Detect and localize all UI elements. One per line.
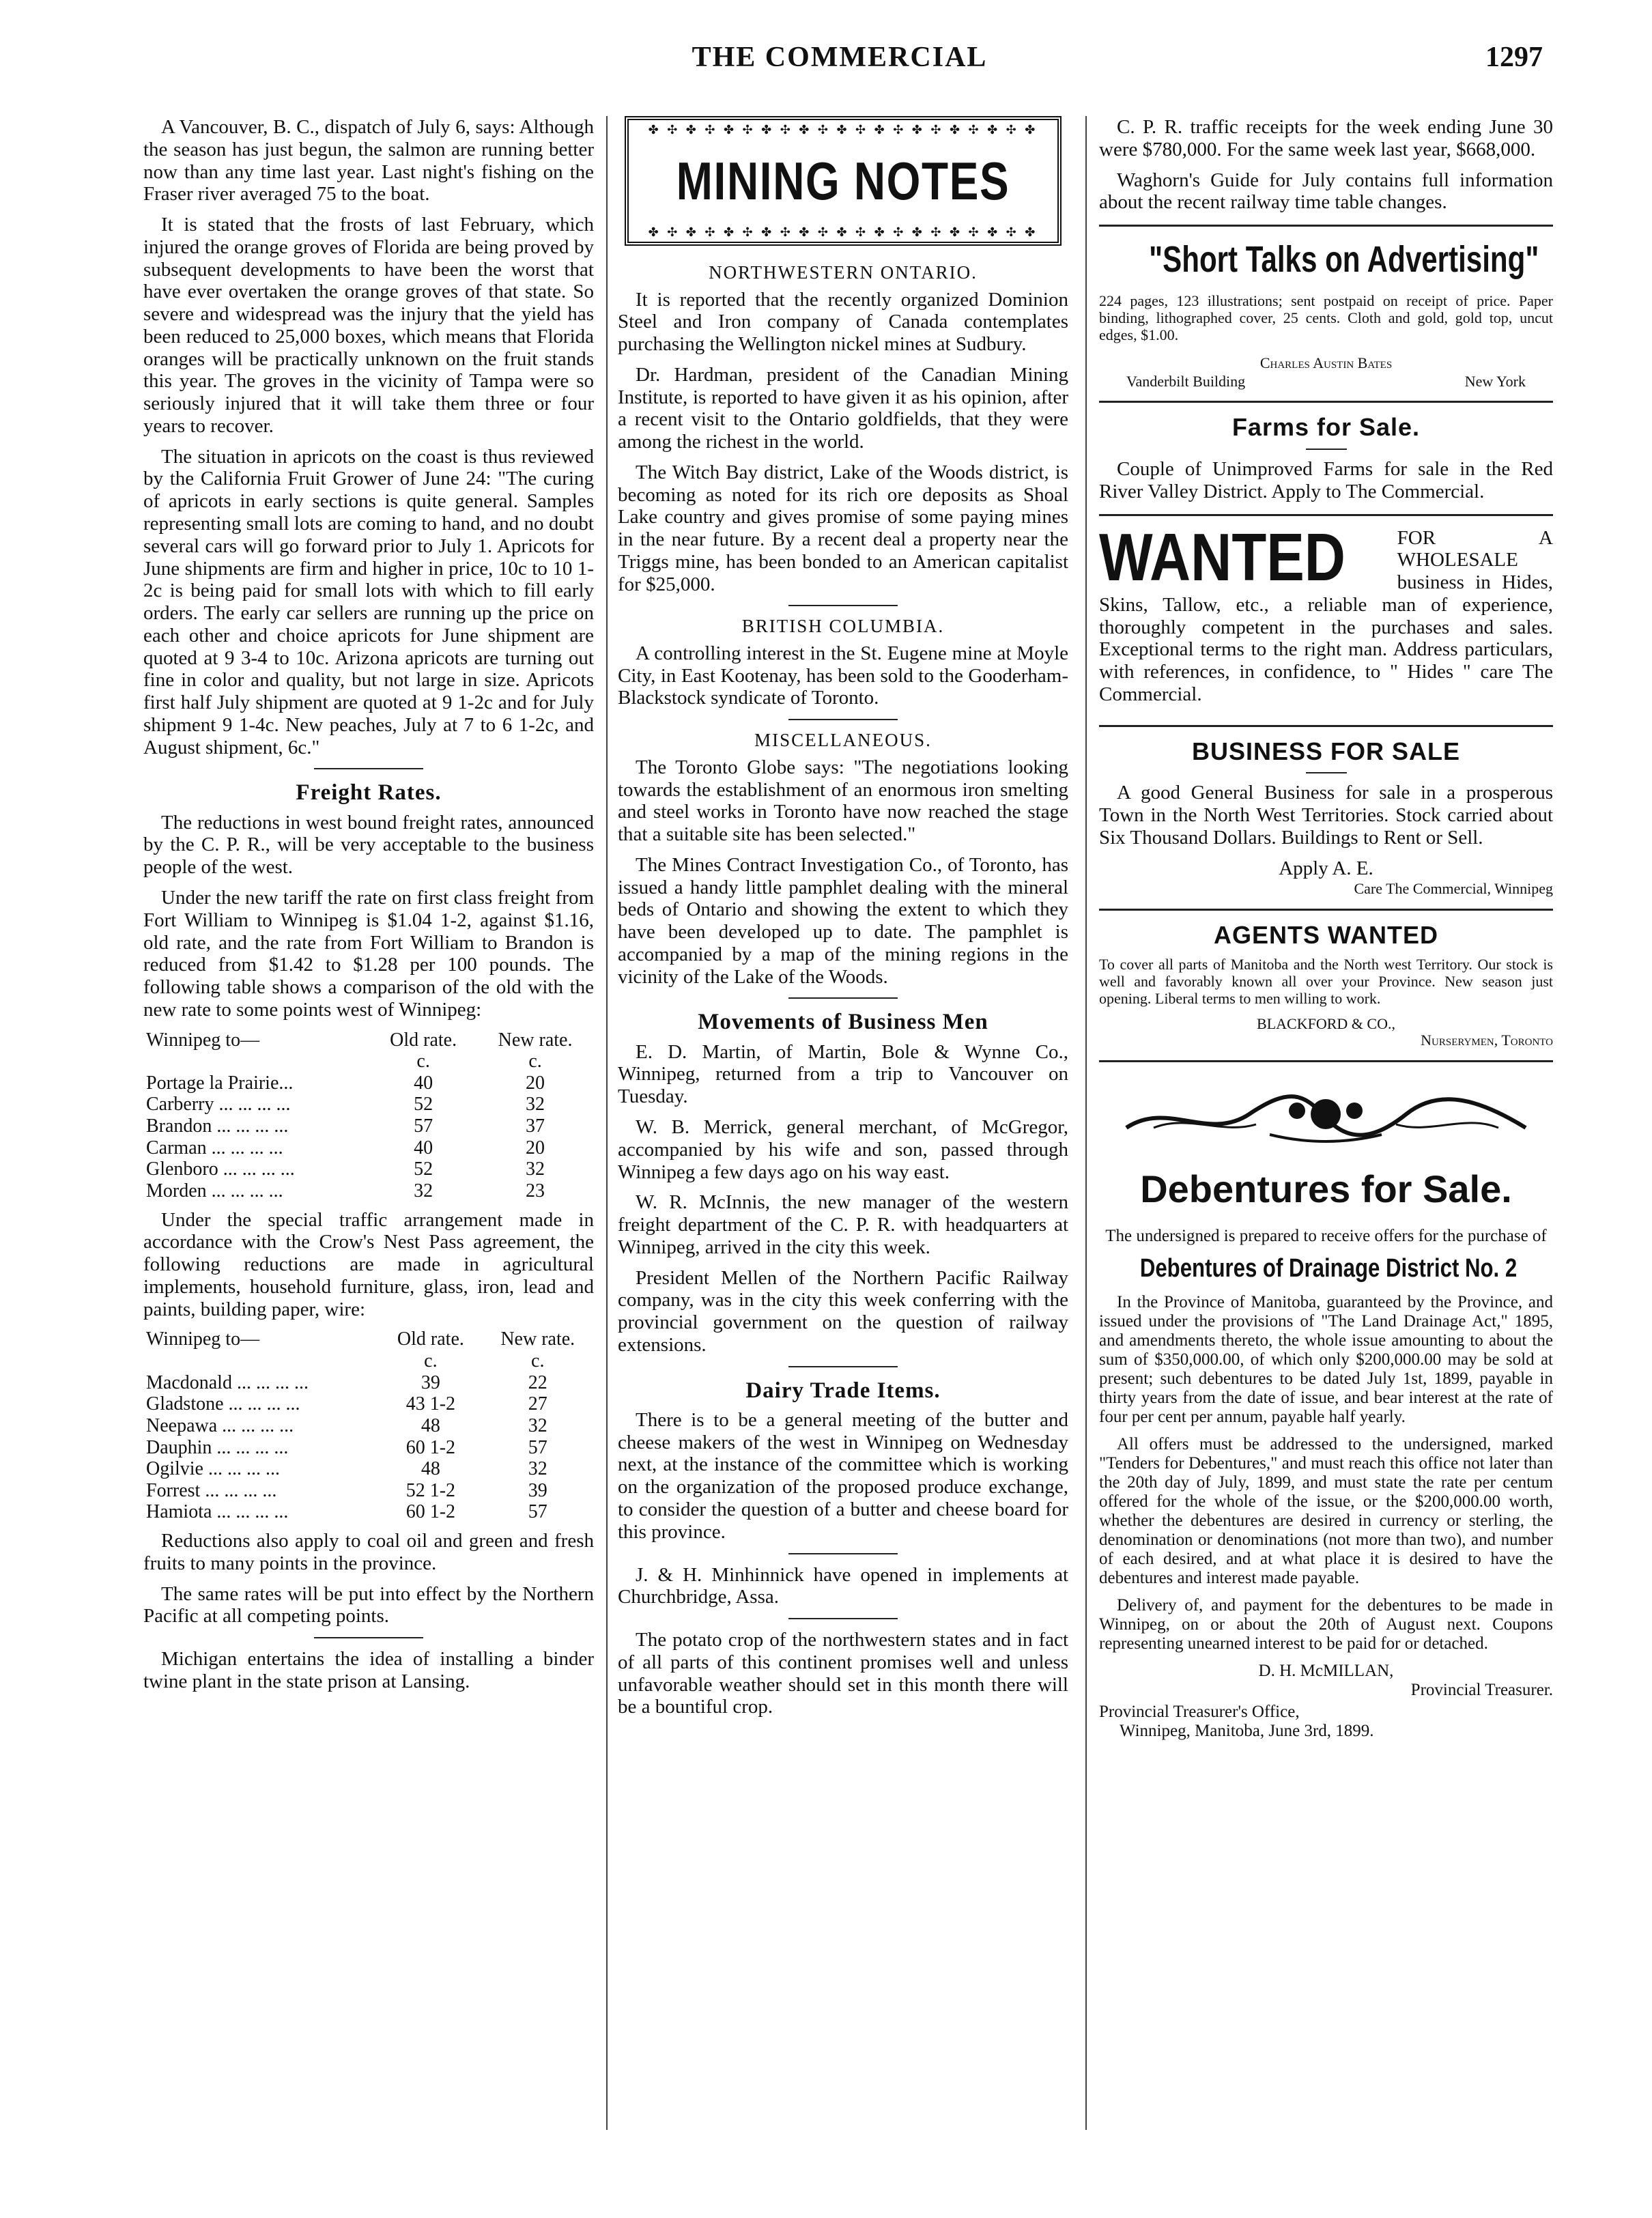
business-ad-care: Care The Commercial, Winnipeg xyxy=(1354,880,1553,898)
paragraph: Reductions also apply to coal oil and green and fresh fruits to many points in the province. xyxy=(143,1530,594,1574)
paragraph: The Toronto Globe says: "The negotiations looking towards the establishment of an enormous iron smelting and steel works in Toronto have now reached the stage that a suitable site has been selected." xyxy=(618,756,1068,846)
debentures-intro: The undersigned is prepared to receive offers for the purchase of xyxy=(1105,1227,1547,1246)
paragraph: The reductions in west bound freight rates, announced by the C. P. R., will be very acceptable to the business people of the west. xyxy=(143,811,594,879)
subsection-heading: MISCELLANEOUS. xyxy=(754,730,932,751)
paragraph: Under the new tariff the rate on first class freight from Fort William to Winnipeg is $1.04 1-2, against $1.16, old rate, and the rate from Fort William to Brandon is reduced from $1.42 to $1.28 per 100 pounds. The following table shows a comparison of the old with the new rate to some points west of Winnipeg: xyxy=(143,887,594,1021)
paragraph: C. P. R. traffic receipts for the week ending June 30 were $780,000. For the same week last year, $668,000. xyxy=(1099,116,1553,160)
paragraph: Michigan entertains the idea of installing a binder twine plant in the state prison at Lansing. xyxy=(143,1648,594,1692)
paragraph: Dr. Hardman, president of the Canadian Mining Institute, is reported to have given it as his opinion, after a recent visit to the Ontario goldfields, that they were among the richest in the world. xyxy=(618,363,1068,453)
rate-table-1 xyxy=(143,1029,594,1202)
paragraph: All offers must be addressed to the undersigned, marked "Tenders for Debentures," and must reach this office not later than the 20th day of July, 1899, and must state the rate per centum offered for the whole of the issue, or the $200,000.00 worth, whether the debentures are desired in currency or sterling, the denomination or denominations (not more than two), and number of each desired, and at what place it is desired to have the debentures and interest made payable. xyxy=(1099,1435,1553,1588)
divider xyxy=(788,719,898,720)
debentures-title: Debentures for Sale. xyxy=(1140,1167,1512,1211)
mining-notes-banner xyxy=(625,116,1062,246)
debentures-subtitle: Debentures of Drainage District No. 2 xyxy=(1139,1254,1518,1283)
subsection-heading: BRITISH COLUMBIA. xyxy=(741,616,945,637)
table-row: Gladstone ... ... ... ... 43 1-2 27 xyxy=(146,1393,547,1415)
column-3 xyxy=(1099,116,1553,1749)
table-row: Brandon ... ... ... ... 57 37 xyxy=(146,1115,545,1137)
section-heading: Movements of Business Men xyxy=(698,1010,988,1035)
table-row: Morden ... ... ... ... 32 23 xyxy=(146,1180,545,1202)
advertiser-address: Vanderbilt Building New York xyxy=(1126,372,1526,390)
divider xyxy=(788,1618,898,1619)
advertiser-name: Charles Austin Bates xyxy=(1259,354,1393,371)
paragraph: It is reported that the recently organized Dominion Steel and Iron company of Canada contemplates purchasing the Wellington nickel mines at Sudbury. xyxy=(618,288,1068,356)
table-row: Carberry ... ... ... ... 52 32 xyxy=(146,1094,545,1115)
column-divider xyxy=(606,116,608,2130)
table-row: Ogilvie ... ... ... ... 48 32 xyxy=(146,1458,547,1480)
ornament-border: ✤ ✣ ✤ ✣ ✤ ✣ ✤ ✣ ✤ ✣ ✤ ✣ ✤ ✣ ✤ ✣ ✤ ✣ ✤ ✣ ✤ xyxy=(648,123,1038,137)
column-divider xyxy=(1085,116,1087,2130)
business-ad-body: A good General Business for sale in a prosperous Town in the North West Territories. Stock carried about Six Thousand Dollars. Buildings to Rent or Sell. xyxy=(1099,782,1553,849)
paragraph: Delivery of, and payment for the debentures to be made in Winnipeg, on or about the 20th of August next. Coupons representing unearned interest to be paid for or detached. xyxy=(1099,1596,1553,1653)
rate-table-2 xyxy=(143,1328,594,1523)
paragraph: W. B. Merrick, general merchant, of McGregor, accompanied by his wife and son, passed through Winnipeg a few days ago on his way east. xyxy=(618,1115,1068,1183)
column-2 xyxy=(618,116,1068,1726)
section-heading: Freight Rates. xyxy=(296,780,442,806)
paragraph: J. & H. Minhinnick have opened in implements at Churchbridge, Assa. xyxy=(618,1563,1068,1608)
paragraph: The Mines Contract Investigation Co., of Toronto, has issued a handy little pamphlet dealing with the mineral beds of Ontario and showing the extent to which they have been developed up to date. The pamphlet is accompanied by a map of the mining regions in the vicinity of the Lake of the Woods. xyxy=(618,853,1068,988)
divider xyxy=(1306,449,1347,450)
divider xyxy=(1099,725,1553,727)
debentures-notice xyxy=(1099,1227,1553,1741)
wanted-ad xyxy=(1099,527,1553,714)
short-talks-ad-title: "Short Talks on Advertising" xyxy=(1149,239,1539,281)
wanted-ad-body: FOR A WHOLESALE business in Hides, Skins, Tallow, etc., a reliable man of experience, thoroughly competent in the purchases and sales. Exceptional terms to the right man. Address particulars, with references, in confidence, to " Hides " care The Commercial. xyxy=(1099,526,1553,705)
paragraph: The potato crop of the northwestern states and in fact of all parts of this continent promises well and unless unfavorable weather should set in this month there will be a bountiful crop. xyxy=(618,1629,1068,1718)
table-row: Neepawa ... ... ... ... 48 32 xyxy=(146,1414,547,1436)
table-units: c. c. xyxy=(424,1350,545,1372)
agents-firm-subtitle: Nurserymen, Toronto xyxy=(1421,1032,1553,1049)
paragraph: A controlling interest in the St. Eugene mine at Moyle City, in East Kootenay, has been sold to the Gooderham-Blackstock syndicate of Toronto. xyxy=(618,642,1068,709)
table-row: Dauphin ... ... ... ... 60 1-2 57 xyxy=(146,1436,547,1458)
ornament-border: ✤ ✣ ✤ ✣ ✤ ✣ ✤ ✣ ✤ ✣ ✤ ✣ ✤ ✣ ✤ ✣ ✤ ✣ ✤ ✣ ✤ xyxy=(648,225,1038,239)
farms-ad-body: Couple of Unimproved Farms for sale in the Red River Valley District. Apply to The Commercial. xyxy=(1099,458,1553,502)
divider xyxy=(1099,225,1553,227)
divider xyxy=(1306,772,1347,773)
divider xyxy=(314,1637,423,1638)
divider xyxy=(1099,1060,1553,1062)
page-number: 1297 xyxy=(1485,42,1543,73)
paragraph: Under the special traffic arrangement made in accordance with the Crow's Nest Pass agreement, the following reductions are made in agricultural implements, household furniture, glass, iron, lead and paints, building paper, wire: xyxy=(143,1208,594,1320)
signatory-name: D. H. McMILLAN, xyxy=(1258,1662,1394,1681)
ornamental-scroll-icon xyxy=(1099,1087,1553,1148)
business-ad-apply: Apply A. E. xyxy=(1279,857,1373,879)
paragraph: W. R. McInnis, the new manager of the western freight department of the C. P. R. with headquarters at Winnipeg, arrived in the city this week. xyxy=(618,1191,1068,1258)
paragraph: A Vancouver, B. C., dispatch of July 6, says: Although the season has just begun, the salmon are running better now than any time last year. Last night's fishing on the Fraser river averaged 75 to the boat. xyxy=(143,116,594,205)
table-row: Macdonald ... ... ... ... 39 22 xyxy=(146,1371,547,1393)
table-row: Portage la Prairie... 40 20 xyxy=(146,1072,545,1094)
subsection-heading: NORTHWESTERN ONTARIO. xyxy=(709,262,978,283)
divider xyxy=(788,1366,898,1367)
paragraph: It is stated that the frosts of last February, which injured the orange groves of Florida are being proved by subsequent developments to have been the worst that have ever overtaken the orange groves of that state. So severe and widespread was the injury that the yield has been reduced to 25,000 boxes, which means that Florida oranges will be practically unknown on the fruit stands this year. The groves in the vicinity of Tampa were so seriously injured that it will take them three or four years to recover. xyxy=(143,214,594,437)
paragraph: The same rates will be put into effect by the Northern Pacific at all competing points. xyxy=(143,1582,594,1627)
divider xyxy=(314,768,423,769)
divider xyxy=(1099,401,1553,403)
divider xyxy=(1099,514,1553,516)
office-line: Provincial Treasurer's Office, xyxy=(1099,1703,1300,1722)
divider xyxy=(788,997,898,999)
paragraph: Waghorn's Guide for July contains full information about the recent railway time table changes. xyxy=(1099,169,1553,214)
agents-ad-title: AGENTS WANTED xyxy=(1213,921,1438,950)
signatory-title: Provincial Treasurer. xyxy=(1410,1681,1553,1700)
divider xyxy=(788,605,898,606)
section-heading: Dairy Trade Items. xyxy=(745,1378,941,1403)
divider xyxy=(788,1553,898,1554)
publication-title: THE COMMERCIAL xyxy=(692,42,988,73)
paragraph: The situation in apricots on the coast is thus reviewed by the California Fruit Grower of June 24: "The curing of apricots in early sections is quite general. Samples representing small lots are coming to hand, and no doubt several cars will go forward prior to July 1. Apricots for June shipments are firm and higher in price, 10c to 10 1-2c is being paid for small lots with which to fill early orders. The early car sellers are running up the price on each other and choice apricots for June shipment are quoted at 9 3-4 to 10c. Arizona apricots are turning out fine in color and quality, but not large in size. Apricots first half July shipment are quoted at 9 1-2c and for July shipment 9 1-4c. New peaches, July at 7 to 6 1-2c, and August shipment, 6c." xyxy=(143,445,594,758)
agents-ad-body: To cover all parts of Manitoba and the North west Territory. Our stock is well and favorably known all over your Province. New season just opening. Liberal terms to men willing to work. xyxy=(1099,955,1553,1007)
wanted-heading: WANTED xyxy=(1099,526,1345,595)
table-row: Carman ... ... ... ... 40 20 xyxy=(146,1137,545,1158)
table-row: Hamiota ... ... ... ... 60 1-2 57 xyxy=(146,1501,547,1523)
paragraph: In the Province of Manitoba, guaranteed by the Province, and issued under the provisions of "The Land Drainage Act," 1895, and amendments thereto, the whole issue amounting to about the sum of $350,000.00, of which only $200,000.00 may be sold at present; such debentures to be dated July 1st, 1899, payable in thirty years from the date of issue, and bear interest at the rate of four per cent per annum, payable half yearly. xyxy=(1099,1293,1553,1427)
mining-notes-title: MINING NOTES xyxy=(676,151,1010,211)
paragraph: President Mellen of the Northern Pacific Railway company, was in the city this week conferring with the provincial government on the question of railway extensions. xyxy=(618,1266,1068,1356)
paragraph: There is to be a general meeting of the butter and cheese makers of the west in Winnipeg on Wednesday next, at the instance of the committee which is working on the organization of the proposed produce exchange, to consider the question of a butter and cheese board for this province. xyxy=(618,1408,1068,1543)
business-ad-title: BUSINESS FOR SALE xyxy=(1191,737,1461,765)
table-row: Glenboro ... ... ... ... 52 32 xyxy=(146,1158,545,1180)
short-talks-description: 224 pages, 123 illustrations; sent postpaid on receipt of price. Paper binding, lithographed cover, 25 cents. Cloth and gold, gold top, uncut edges, $1.00. xyxy=(1099,292,1553,343)
column-1 xyxy=(143,116,594,1701)
table-units: c. c. xyxy=(416,1051,542,1072)
table-row: Forrest ... ... ... ... 52 1-2 39 xyxy=(146,1479,547,1501)
divider xyxy=(1099,909,1553,911)
paragraph: E. D. Martin, of Martin, Bole & Wynne Co., Winnipeg, returned from a trip to Vancouver on Tuesday. xyxy=(618,1040,1068,1108)
table-header: Winnipeg to— Old rate. New rate. xyxy=(146,1328,575,1350)
agents-firm: BLACKFORD & CO., xyxy=(1257,1014,1395,1032)
date-line: Winnipeg, Manitoba, June 3rd, 1899. xyxy=(1120,1722,1374,1741)
page-header xyxy=(137,41,1543,82)
table-header: Winnipeg to— Old rate. New rate. xyxy=(146,1029,573,1051)
farms-ad-title: Farms for Sale. xyxy=(1231,413,1421,442)
paragraph: The Witch Bay district, Lake of the Woods district, is becoming as noted for its rich ore deposits as Shoal Lake country and gives promise of some paying mines in the near future. By a recent deal a property near the Triggs mine, has been bonded to an American capitalist for $25,000. xyxy=(618,461,1068,595)
